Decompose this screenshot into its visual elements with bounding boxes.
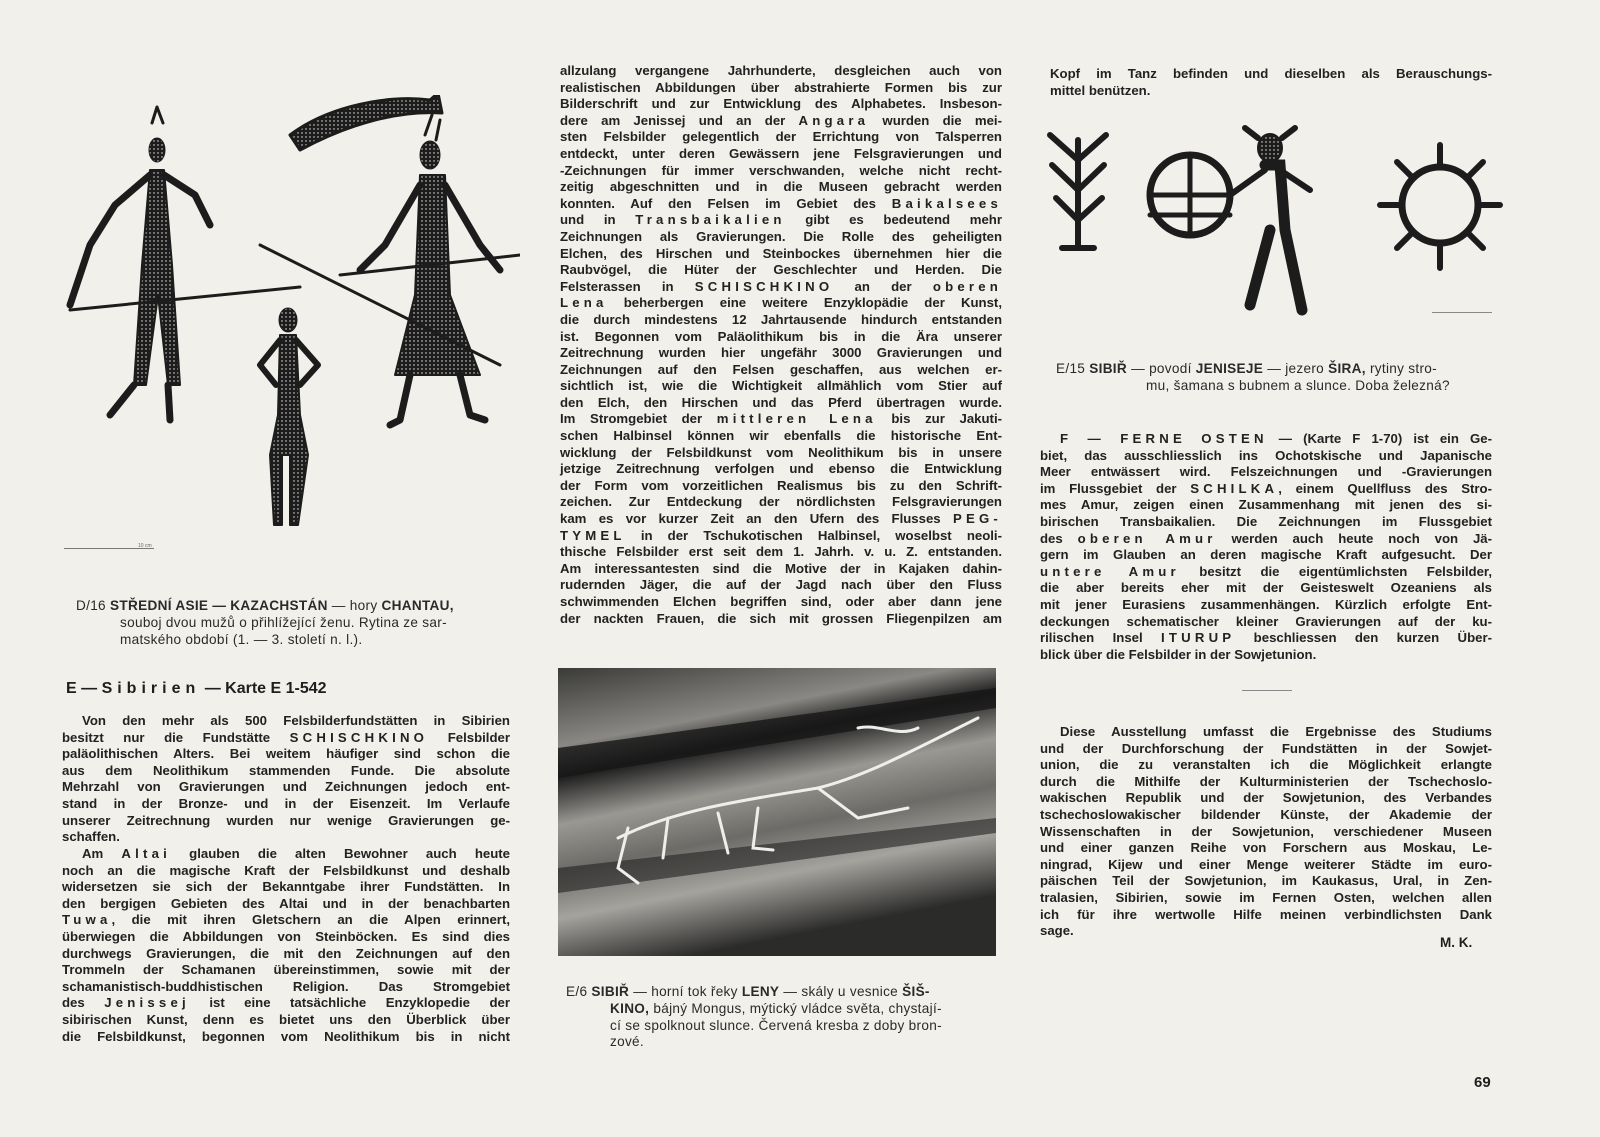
text-line: rudernden Jäger, die auf der Jagd nach über den Fluss [560, 577, 1002, 593]
text-line: und in Transbaikalien gibt es bedeutend mehr [560, 212, 1002, 228]
text-line: Diese Ausstellung umfasst die Ergebnisse des Studiums [1060, 724, 1492, 739]
text-line: noch an die magische Kraft der Felsbildkunst und deshalb [62, 862, 510, 878]
text-line: thische Felsbilder erst seit dem 1. Jahrh. v. u. Z. entstanden. [560, 544, 1002, 560]
text-line: die aber bereits eher mit der Geisteswelt Ozeaniens als [1040, 580, 1492, 596]
left-paragraph-2 [62, 846, 510, 1045]
text-line: sage. [1040, 923, 1074, 939]
text-line: Trommeln der Schamanen übereinstimmen, sowie mit der [62, 962, 510, 978]
text-line: kam es vor kurzer Zeit an den Ufern des Flusses PEG- [560, 511, 1002, 527]
text-line: der nackten Frauen, die sich mit grossen Fliegenpilzen am [560, 610, 1002, 626]
right-paragraph-0 [1050, 66, 1492, 99]
text-line: Lena beherbergen eine weitere Enzyklopädie der Kunst, [560, 295, 1002, 311]
text-line: wicklung der Felsbildkunst vom Neolithikum bis in unsere [560, 444, 1002, 460]
text-line: TYMEL in der Tschukotischen Halbinsel, woselbst neoli- [560, 527, 1002, 543]
text-line: durchwegs Gravierungen, die mit den Zeichnungen auf den [62, 945, 510, 961]
text-line: Am Altai glauben die alten Bewohner auch heute [82, 846, 510, 861]
scale-bar-right [1432, 312, 1492, 313]
text-line: mit jener Eurasiens zusammenhängen. Kürzlich erfolgte Ent- [1040, 596, 1492, 612]
scale-bar [64, 543, 154, 549]
caption-e15 [1056, 361, 1506, 395]
text-line: die Felsbildkunst, begonnen vom Neolithikum bis in nicht [62, 1028, 510, 1044]
text-line: E/15 SIBIŘ — povodí JENISEJE — jezero ŠIRA, rytiny stro- [1056, 361, 1437, 376]
text-line: Von den mehr als 500 Felsbilderfundstätten in Sibirien [82, 713, 510, 728]
text-line: rilischen Insel ITURUP beschliessen den kurzen Über- [1040, 630, 1492, 646]
text-line: schwimmenden Elchen begriffen sind, oder aber dann jene [560, 594, 1002, 609]
text-line: wakischen Republik und der Sowjetunion, des Verbandes [1040, 790, 1492, 806]
text-line: unserer Zeitrechnung wurden nur wenige Gravierungen ge- [62, 812, 510, 828]
section-heading-sibirien: E — Sibirien — Karte E 1-542 [66, 680, 327, 697]
text-line: mu, šamana s bubnem a slunce. Doba železná? [1146, 377, 1450, 393]
text-line: Kopf im Tanz befinden und dieselben als Berauschungs- [1050, 66, 1492, 81]
text-line: souboj dvou mužů o přihlížející ženu. Rytina ze sar- [120, 614, 447, 630]
text-line: und einer ganzen Reihe von Forschern aus Moskau, Le- [1040, 840, 1492, 856]
text-line: Im Stromgebiet der mittleren Lena bis zur Jakuti- [560, 411, 1002, 427]
text-line: E/6 SIBIŘ — horní tok řeky LENY — skály u vesnice ŠIŠ- [566, 984, 930, 999]
text-line: zeitig abgeschnitten und in die Museen gebracht werden [560, 179, 1002, 195]
text-line: gern im Glauben an deren magische Kraft aufgesucht. Der [1040, 547, 1492, 563]
text-line: Zeichnungen als Gravierungen. Die Rolle des geheiligten [560, 228, 1002, 244]
caption-e6 [566, 984, 1006, 1051]
text-line: Tuwa, die mit ihren Gletschern an die Alpen erinnert, [62, 912, 510, 928]
text-line: zeichen. Zur Entdeckung der nördlichsten Felsgravierungen [560, 494, 1002, 510]
text-line: entdeckt, unter deren Gewässern jene Felsgravierungen und [560, 145, 1002, 161]
text-line: cí se spolknout slunce. Červená kresba z doby bron- [610, 1017, 942, 1033]
text-line: Felsterassen in SCHISCHKINO an der oberen [560, 278, 1003, 294]
text-line: Elchen, des Hirschen und Steinbockes übernehmen hier die [560, 245, 1002, 261]
text-line: union, die zu veranstalten ich die Möglichkeit erlangte [1040, 757, 1492, 773]
text-line: biet, das ausschliesslich ins Ochotskische und Japanische [1040, 447, 1492, 463]
text-line: matského období (1. — 3. století n. l.). [120, 631, 363, 647]
text-line: ist. Begonnen vom Paläolithikum bis in die Ära unserer [560, 328, 1002, 344]
section-divider [1242, 690, 1292, 691]
text-line: Am interessantesten sind die Motive der in Kajaken dahin- [560, 560, 1002, 576]
text-line: Wissenschaften in der Sowjetunion, verschiedener Museen [1040, 823, 1492, 839]
text-line: -Zeichnungen für immer verschwanden, welche nicht recht- [560, 162, 1002, 178]
text-line: durch die Mithilfe der Kulturministerien der Tschechoslo- [1040, 773, 1492, 789]
text-line: blick über die Felsbilder in der Sowjetunion. [1040, 646, 1317, 662]
text-line: Raubvögel, die Hüter der Geschlechter und Herden. Die [560, 262, 1002, 278]
middle-paragraph [560, 63, 1002, 627]
text-line: allzulang vergangene Jahrhunderte, desgleichen auch von [560, 63, 1002, 78]
text-line: widersetzen sie sich der Bekanntgabe ihrer Fundstätten. In [62, 879, 510, 895]
text-line: sichtlich ist, wie die Wichtigkeit allmählich vom Stier auf [560, 378, 1002, 394]
text-line: Zeitrechnung wurden hier ungefähr 3000 Gravierungen und [560, 345, 1002, 361]
text-line: der Form vom vorzeitlichen Realismus bis zu den Schrift- [560, 477, 1002, 493]
text-line: sibirischen Kunst, denn es bietet uns den Überblick über [62, 1011, 510, 1027]
text-line: jetzige Zeitrechnung verfolgen und ebenso die Entwicklung [560, 461, 1002, 477]
photo-e6-rock-painting [558, 668, 996, 956]
text-line: die durch mindestens 12 Jahrtausende hindurch entstanden [560, 311, 1002, 327]
left-paragraph-1 [62, 713, 510, 846]
text-line: Mehrzahl von Gravierungen und Zeichnungen jedoch ent- [62, 779, 510, 795]
figure-d16-engraving [60, 95, 520, 545]
text-line: tralasien, Sibirien, sowie im Fernen Osten, welchen allen [1040, 889, 1492, 905]
text-line: päischen Teil der Sowjetunion, im Kaukasus, Ural, in Zen- [1040, 873, 1492, 889]
text-line: konnten. Auf den Felsen im Gebiet des Baikalsees [560, 195, 1002, 211]
text-line: mittel benützen. [1050, 82, 1151, 98]
author-signature: M. K. [1440, 935, 1473, 950]
text-line: tschechoslowakischer bildender Künste, der Akademie der [1040, 806, 1492, 822]
page-number: 69 [1474, 1074, 1491, 1091]
text-line: F — FERNE OSTEN — (Karte F 1-70) ist ein Ge- [1060, 431, 1492, 446]
text-line: birischen Transbaikalien. Die Zeichnungen im Flussgebiet [1040, 513, 1492, 529]
text-line: und der Durchforschung der Fundstätten in der Sowjet- [1040, 740, 1492, 756]
text-line: paläolithischen Alters. Bei weitem häufiger sind schon die [62, 746, 510, 762]
text-line: des Jenissej ist eine tatsächliche Enzyklopedie der [62, 995, 511, 1011]
text-line: schen Halbinsel können wir ebenfalls die historische Ent- [560, 428, 1002, 444]
text-line: ich für ihre wertwolle Hilfe meinen verbindlichsten Dank [1040, 906, 1492, 922]
text-line: besitzt nur die Fundstätte SCHISCHKINO Felsbilder [62, 729, 510, 745]
text-line: realistischen Abbildungen über abstrahierte Formen bis zur [560, 79, 1002, 95]
text-line: den bergigen Gebieten des Altai und in der benachbarten [62, 895, 510, 911]
text-line: überwiegen die Abbildungen von Steinböcken. Es sind dies [62, 928, 510, 944]
text-line: deckungen schematischer kleiner Gravierungen auf der ku- [1040, 613, 1492, 629]
text-line: Meer entwässert wird. Felszeichnungen und -Gravierungen [1040, 464, 1492, 480]
text-line: schamanistisch-buddhistischen Religion. Das Stromgebiet [62, 978, 510, 994]
text-line: aus dem Neolithikum stammenden Funde. Die absolute [62, 762, 510, 778]
text-line: zové. [610, 1034, 644, 1050]
text-line: den Elch, den Hirschen und das Pferd übertragen wurde. [560, 394, 1002, 410]
text-line: mes Amur, zeigen einen Zusammenhang mit jenen des si- [1040, 497, 1492, 513]
text-line: im Flussgebiet der SCHILKA, einem Quellfluss des Stro- [1040, 480, 1492, 496]
text-line: schaffen. [62, 829, 120, 845]
caption-d16 [76, 598, 516, 648]
right-paragraph-ferne-osten [1040, 431, 1492, 663]
text-line: D/16 STŘEDNÍ ASIE — KAZACHSTÁN — hory CHANTAU, [76, 598, 454, 613]
text-line: stand in der Bronze- und in der Eisenzeit. Im Verlaufe [62, 795, 510, 811]
right-paragraph-acknowledgement [1040, 724, 1492, 940]
text-line: KINO, bájný Mongus, mýtický vládce světa, chystají- [610, 1000, 942, 1016]
text-line: untere Amur besitzt die eigentümlichsten Felsbilder, [1040, 563, 1492, 579]
text-line: dere am Jenissej und an der Angara wurden die mei- [560, 112, 1002, 128]
text-line: sten Felsbilder gelegentlich der Errichtung von Talsperren [560, 129, 1002, 145]
text-line: Zeichnungen auf den Felsen geschaffen, aus welchen er- [560, 361, 1002, 377]
text-line: des oberen Amur werden auch heute noch von Jä- [1040, 530, 1493, 546]
figure-e15-engraving [1040, 120, 1510, 320]
text-line: ningrad, Kijew und einer Menge weiterer Städte im euro- [1040, 856, 1492, 872]
scale-label: 10 cm [138, 543, 152, 549]
text-line: Bilderschrift und zur Entwicklung des Alphabetes. Insbeson- [560, 96, 1002, 112]
